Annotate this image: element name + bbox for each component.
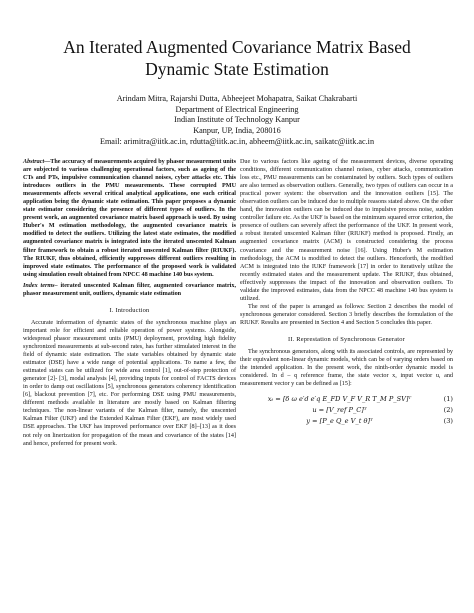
equation-3-number: (3) — [443, 417, 453, 426]
section-2-paragraph-1: The synchronous generators, along with its associated controls, are represented by their equivalent non-linear dynamic models, which can be of varying orders based on the intended application. In the present work, the ninth-order dynamic model is considered. In d – q reference frame, the state vector x, input vector u, and measurement vector y can be defined as [15]: — [240, 349, 453, 388]
author-department: Department of Electrical Engineering — [175, 104, 299, 114]
title-line-1: An Iterated Augmented Covariance Matrix Based — [63, 37, 411, 57]
intro-paragraph-3: The rest of the paper is arranged as follows: Section 2 describes the model of synchronous generator considered. Section 3 briefly describes the formulation of the RIUKF. Results are presented in Section 4 and Section 5 concludes this paper. — [240, 303, 453, 326]
author-names: Arindam Mitra, Rajarshi Dutta, Abheejeet Mohapatra, Saikat Chakrabarti — [116, 94, 358, 103]
abstract-label: Abstract — [23, 159, 45, 165]
author-location: Kanpur, UP, India, 208016 — [193, 126, 281, 136]
left-column — [23, 158, 236, 448]
intro-paragraph-1: Accurate information of dynamic states of the synchronous machine plays an important role for efficient and reliable operation of power systems. Alongside, widespread phasor measurement units (PMU) deployment, providing high fidelity synchronized measurements at sub-second rates, has further stimulated interest in the field of dynamic state estimation. The state variables obtained by dynamic state estimator (DSE) have a wide range of potential applications. To name a few, the estimated states can be utilized for wide area control [1], out-of-step protection of generator [2]- [3], modal analysis [4], providing inputs for control of FACTS devices in order to damp out oscillations [5], synchronous generators coherency identification [6], blackout prevention [7], etc. For performing DSE using PMU measurements, different methods available in literature are mostly based on Kalman filtering techniques. The non-linear variants of the Kalman filter, namely, the unscented Kalman Filter (UKF) and the Extended Kalman Filter (EKF), are most widely used DSE approaches. The UKF has improved performance over EKF [8]–[13] as it does not rely on linerization for propagation of the mean and covariance of the states [14] and hence, preferred for present work. — [23, 319, 236, 447]
title-line-2: Dynamic State Estimation — [145, 59, 329, 79]
intro-paragraph-2: Due to various factors like ageing of the measurement devices, diverse operating conditions, different communication channel noises, cyber attacks, communication loss etc., PMU measurements can be contaminated by outliers. Such types of outliers are also termed as observation outliers. Generally, two types of outliers can occur in a practical power system: the observation and the innovation outliers [15]. The observation outliers can be induced due to multiple reasons stated above. On the other hand, the innovation outliers can be induced due to impulsive process noise, sudden controller failure etc. As the UKF is based on the minimum squared error criterion, the presence of outliers can severely affect the performance of the UKF. In present work, a robust iterated unscented Kalman filter (RIUKF) method is proposed. Firstly, an augmented covariance matrix (ACM) is constructed considering the process covariance and the measurement noise [16]. Using Huber's M estimation methodology, the ACM is modified to detect the outliers. Henceforth, the modified ACM is integrated into the IUKF framework [17] in order to iteratively utilize the recently estimated states and the measurement update. The RIUKF, thus obtained, effectively suppresses the impact of the innovation and observation outliers. To validate the improved estimates, data from the NPCC 48 machine 140 bus system is utilized. — [240, 159, 453, 302]
equation-2-body: u = [V_ref P_C]ᵀ — [312, 406, 367, 415]
author-block — [0, 94, 474, 148]
equation-3 — [240, 416, 453, 426]
paper-title — [0, 36, 474, 80]
author-email[interactable]: Email: arimitra@iitk.ac.in, rdutta@iitk.ac.in, abheem@iitk.ac.in, saikatc@iitk.ac.in — [99, 136, 375, 146]
section-2-heading: II. Represtation of Synchronous Generator — [288, 335, 405, 343]
author-institute: Indian Institute of Technology Kanpur — [174, 115, 300, 125]
index-terms-label: Index terms — [23, 282, 55, 289]
index-terms-text: – iterated unscented Kalman filter, augmented covariance matrix, phasor measurement unit, outliers, dynamic state estimation — [23, 282, 236, 297]
index-terms — [23, 282, 236, 298]
abstract — [23, 158, 236, 279]
equation-1-number: (1) — [443, 395, 453, 404]
equation-2-number: (2) — [443, 406, 453, 415]
section-1-heading: I. Introduction — [109, 306, 150, 314]
equation-1 — [240, 394, 453, 404]
abstract-text: —The accuracy of measurements acquired by phasor measurement units are subjected to various challenging operational factors, such as ageing of the CTs and PTs, impulsive communication channel noises, cyber attacks etc. This introduces outliers in the PMU measurements. These corrupted PMU measurements affects several critical analytical applications, one such critical application being the dynamic state estimation. This paper proposes a dynamic state estimator considering the presence of different types of outliers. In the present work, an augmented covariance matrix based approach is used. By using Huber's M estimation methodology, the augmented covariance matrix is modified to detect the outliers. Utilizing the latest state estimates, the modified augmented covariance matrix is integrated into the iterated unscented Kalman filter framework to obtain a robust iterated unscented Kalman filter (RIUKF). The RIUKF, thus obtained, efficiently suppresses different outliers resulting in improved state estimates. The performance of the proposed work is validated using simulation result obtained from NPCC 48 machine 140 bus system. — [23, 159, 236, 278]
equation-2 — [240, 405, 453, 415]
right-column — [240, 158, 453, 427]
equation-1-body: xₜ = [δ ω e′d e′q E_FD V_F V_R T_M P_SV]ᵀ — [267, 395, 412, 404]
equation-3-body: y = [P_e Q_e V_t θ]ᵀ — [306, 417, 373, 426]
